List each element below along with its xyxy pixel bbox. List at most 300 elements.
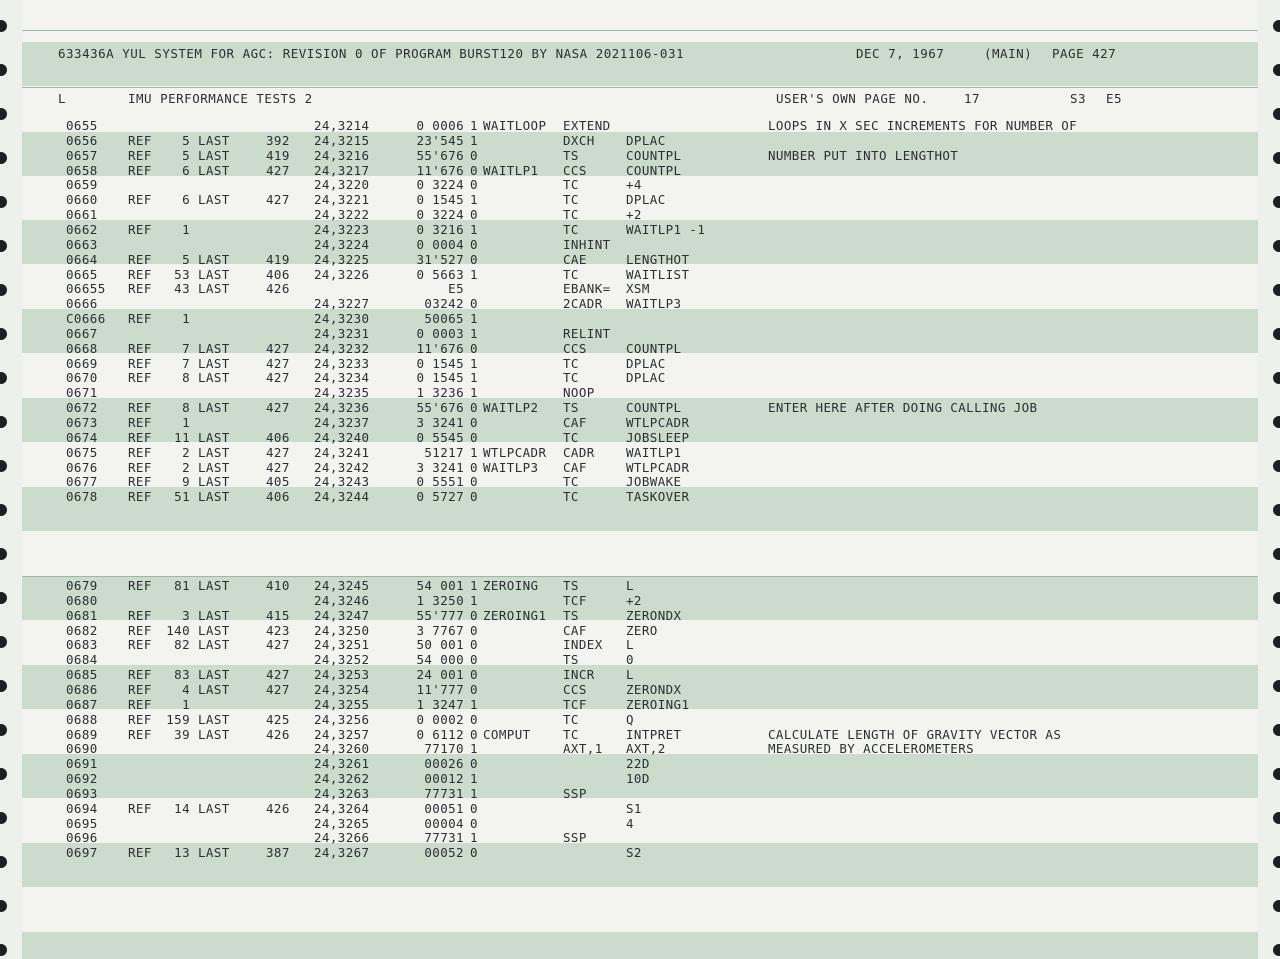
sprocket-hole <box>1273 20 1280 32</box>
octal-word: 03242 <box>424 296 464 312</box>
operand: JOBSLEEP <box>626 429 690 445</box>
octal-word: 77731 <box>424 830 464 846</box>
operand: ZERONDX <box>626 681 682 697</box>
address: 24,3231 <box>314 325 370 341</box>
opcode: CCS <box>563 340 587 356</box>
parity: 0 <box>470 340 478 356</box>
ref-label: REF <box>128 444 152 460</box>
listing-row <box>22 342 1258 357</box>
listing-row <box>22 802 1258 817</box>
ref-count: 7 <box>182 355 190 371</box>
operand: WTLPCADR <box>626 459 690 475</box>
opcode: TS <box>563 578 579 593</box>
opcode: CAE <box>563 251 587 267</box>
last-label: LAST <box>198 429 230 445</box>
sprocket-hole <box>0 592 7 604</box>
last-page: 406 <box>266 266 290 282</box>
address: 24,3222 <box>314 207 370 223</box>
ref-count: 5 <box>182 251 190 267</box>
line-number: 0666 <box>66 296 98 312</box>
operand: ZERO <box>626 622 658 638</box>
listing-row <box>22 668 1258 683</box>
listing-row <box>22 728 1258 743</box>
listing-row <box>22 698 1258 713</box>
parity: 0 <box>470 756 478 772</box>
ref-label: REF <box>128 266 152 282</box>
sprocket-hole <box>0 328 7 340</box>
last-page: 426 <box>266 726 290 742</box>
listing-title: 633436A YUL SYSTEM FOR AGC: REVISION 0 OF PROGRAM BURST120 BY NASA 2021106-031 <box>58 46 684 61</box>
line-number: 0692 <box>66 771 98 787</box>
opcode: TC <box>563 726 579 742</box>
opcode: TCF <box>563 592 587 608</box>
sprocket-hole <box>0 768 7 780</box>
ref-count: 14 <box>174 800 190 816</box>
last-label: LAST <box>198 800 230 816</box>
listing-row <box>22 431 1258 446</box>
sprocket-hole <box>0 636 7 648</box>
opcode: INHINT <box>563 236 611 252</box>
line-number: 0693 <box>66 785 98 801</box>
line-number: 0681 <box>66 607 98 623</box>
last-label: LAST <box>198 266 230 282</box>
last-page: 425 <box>266 711 290 727</box>
opcode: TS <box>563 652 579 668</box>
code-s3: S3 <box>1070 91 1087 106</box>
users-page-number: 17 <box>964 91 981 106</box>
octal-word: 0 5727 <box>416 489 464 505</box>
ref-count: 8 <box>182 400 190 416</box>
listing-row <box>22 831 1258 846</box>
last-label: LAST <box>198 681 230 697</box>
address: 24,3217 <box>314 162 370 178</box>
ref-label: REF <box>128 370 152 386</box>
opcode: TC <box>563 221 579 237</box>
last-page: 406 <box>266 429 290 445</box>
line-number: 0684 <box>66 652 98 668</box>
ref-label: REF <box>128 607 152 623</box>
ref-count: 159 <box>166 711 190 727</box>
opcode: TS <box>563 607 579 623</box>
octal-word: 00026 <box>424 756 464 772</box>
operand: Q <box>626 711 634 727</box>
octal-word: 31'527 <box>416 251 464 267</box>
opcode: CAF <box>563 459 587 475</box>
last-label: LAST <box>198 162 230 178</box>
octal-word: 0 1545 <box>416 192 464 208</box>
sub-left: L <box>58 91 67 106</box>
symbol-label: WAITLP3 <box>483 459 539 475</box>
operand: AXT,2 <box>626 741 666 757</box>
address: 24,3254 <box>314 681 370 697</box>
listing-row <box>22 609 1258 624</box>
listing-row <box>22 653 1258 668</box>
address: 24,3250 <box>314 622 370 638</box>
last-page: 410 <box>266 578 290 593</box>
parity: 0 <box>470 622 478 638</box>
operand: +2 <box>626 592 642 608</box>
last-label: LAST <box>198 400 230 416</box>
parity: 1 <box>470 830 478 846</box>
ref-count: 2 <box>182 459 190 475</box>
last-page: 427 <box>266 400 290 416</box>
listing-row <box>22 638 1258 653</box>
address: 24,3220 <box>314 177 370 193</box>
sprocket-hole <box>0 724 7 736</box>
symbol-label: COMPUT <box>483 726 531 742</box>
opcode: TC <box>563 207 579 223</box>
sprocket-hole <box>1273 196 1280 208</box>
opcode: CADR <box>563 444 595 460</box>
parity: 0 <box>470 236 478 252</box>
line-number: 0688 <box>66 711 98 727</box>
last-page: 427 <box>266 340 290 356</box>
last-page: 427 <box>266 162 290 178</box>
octal-word: 24 001 <box>416 667 464 683</box>
listing-row <box>22 149 1258 164</box>
parity: 1 <box>470 325 478 341</box>
opcode: TC <box>563 711 579 727</box>
last-label: LAST <box>198 474 230 490</box>
last-label: LAST <box>198 489 230 505</box>
last-page: 387 <box>266 845 290 861</box>
ref-label: REF <box>128 578 152 593</box>
line-number: 0679 <box>66 578 98 593</box>
octal-word: 0 6112 <box>416 726 464 742</box>
line-number: 0658 <box>66 162 98 178</box>
ref-label: REF <box>128 415 152 430</box>
last-page: 405 <box>266 474 290 490</box>
line-number: 0655 <box>66 118 98 133</box>
listing-row <box>22 446 1258 461</box>
parity: 0 <box>470 251 478 267</box>
ref-count: 8 <box>182 370 190 386</box>
line-number: 0664 <box>66 251 98 267</box>
line-number: 0691 <box>66 756 98 772</box>
octal-word: 00051 <box>424 800 464 816</box>
operand: L <box>626 578 634 593</box>
comment: LOOPS IN X SEC INCREMENTS FOR NUMBER OF <box>768 118 1078 133</box>
ref-label: REF <box>128 400 152 416</box>
operand: +4 <box>626 177 642 193</box>
symbol-label: WTLPCADR <box>483 444 547 460</box>
octal-word: 23'545 <box>416 132 464 148</box>
address: 24,3237 <box>314 415 370 430</box>
address: 24,3256 <box>314 711 370 727</box>
ref-count: 39 <box>174 726 190 742</box>
operand: COUNTPL <box>626 162 682 178</box>
address: 24,3226 <box>314 266 370 282</box>
line-number: 0682 <box>66 622 98 638</box>
sprocket-hole <box>0 372 7 384</box>
address: 24,3245 <box>314 578 370 593</box>
listing-row <box>22 119 1258 134</box>
line-number: 0660 <box>66 192 98 208</box>
parity: 0 <box>470 607 478 623</box>
sprocket-hole <box>1273 328 1280 340</box>
line-number: 0659 <box>66 177 98 193</box>
last-page: 423 <box>266 622 290 638</box>
address: 24,3225 <box>314 251 370 267</box>
parity: 0 <box>470 474 478 490</box>
last-page: 427 <box>266 459 290 475</box>
ref-count: 1 <box>182 221 190 237</box>
octal-word: 0 3216 <box>416 221 464 237</box>
address: 24,3265 <box>314 815 370 831</box>
address: 24,3241 <box>314 444 370 460</box>
comment: MEASURED BY ACCELEROMETERS <box>768 741 975 757</box>
line-number: 0675 <box>66 444 98 460</box>
ref-count: 82 <box>174 637 190 653</box>
parity: 0 <box>470 296 478 312</box>
operand: JOBWAKE <box>626 474 682 490</box>
octal-word: 00004 <box>424 815 464 831</box>
parity: 0 <box>470 667 478 683</box>
address: 24,3264 <box>314 800 370 816</box>
ref-label: REF <box>128 429 152 445</box>
listing-row <box>22 312 1258 327</box>
line-number: 0663 <box>66 236 98 252</box>
ref-count: 6 <box>182 192 190 208</box>
address: 24,3216 <box>314 147 370 163</box>
octal-word: 54 000 <box>416 652 464 668</box>
listing-row <box>22 787 1258 802</box>
octal-word: 11'777 <box>416 681 464 697</box>
parity: 1 <box>470 370 478 386</box>
ref-label: REF <box>128 459 152 475</box>
address: 24,3257 <box>314 726 370 742</box>
address: 24,3230 <box>314 311 370 327</box>
line-number: 0671 <box>66 385 98 401</box>
users-page-label: USER'S OWN PAGE NO. <box>776 91 929 106</box>
sprocket-hole <box>0 108 7 120</box>
ref-label: REF <box>128 667 152 683</box>
parity: 0 <box>470 845 478 861</box>
perforation-line <box>22 87 1258 88</box>
address: 24,3234 <box>314 370 370 386</box>
ref-label: REF <box>128 162 152 178</box>
address: 24,3251 <box>314 637 370 653</box>
ref-label: REF <box>128 489 152 505</box>
octal-word: 0 5551 <box>416 474 464 490</box>
listing-row <box>22 193 1258 208</box>
address: 24,3224 <box>314 236 370 252</box>
parity: 1 <box>470 266 478 282</box>
octal-word: 0 5663 <box>416 266 464 282</box>
listing-section: (MAIN) <box>984 46 1033 61</box>
operand: WAITLP1 -1 <box>626 221 706 237</box>
opcode: RELINT <box>563 325 611 341</box>
ref-count: 2 <box>182 444 190 460</box>
ref-count: 81 <box>174 578 190 593</box>
address: 24,3243 <box>314 474 370 490</box>
last-label: LAST <box>198 355 230 371</box>
listing-row <box>22 282 1258 297</box>
parity: 1 <box>470 132 478 148</box>
parity: 1 <box>470 355 478 371</box>
octal-word: 55'777 <box>416 607 464 623</box>
last-page: 406 <box>266 489 290 505</box>
octal-word: 54 001 <box>416 578 464 593</box>
operand: WAITLIST <box>626 266 690 282</box>
listing-sheet <box>22 0 1258 959</box>
address: 24,3252 <box>314 652 370 668</box>
sprocket-hole <box>1273 240 1280 252</box>
last-page: 427 <box>266 192 290 208</box>
listing-row <box>22 817 1258 832</box>
last-label: LAST <box>198 192 230 208</box>
address: 24,3247 <box>314 607 370 623</box>
operand: COUNTPL <box>626 400 682 416</box>
line-number: 0674 <box>66 429 98 445</box>
octal-word: 55'676 <box>416 400 464 416</box>
address: 24,3227 <box>314 296 370 312</box>
listing-row <box>22 238 1258 253</box>
parity: 0 <box>470 815 478 831</box>
line-number: 0673 <box>66 415 98 430</box>
sprocket-hole <box>1273 64 1280 76</box>
listing-row <box>22 757 1258 772</box>
operand: DPLAC <box>626 355 666 371</box>
ref-label: REF <box>128 681 152 697</box>
sprocket-hole <box>1273 680 1280 692</box>
address: 24,3255 <box>314 696 370 712</box>
octal-word: 51217 <box>424 444 464 460</box>
ref-count: 83 <box>174 667 190 683</box>
ref-label: REF <box>128 726 152 742</box>
parity: 0 <box>470 162 478 178</box>
listing-row <box>22 134 1258 149</box>
sprocket-hole <box>0 196 7 208</box>
line-number: 0697 <box>66 845 98 861</box>
address: 24,3214 <box>314 118 370 133</box>
opcode: EBANK= <box>563 281 611 297</box>
opcode: TCF <box>563 696 587 712</box>
octal-word: 0 0006 <box>416 118 464 133</box>
listing-row <box>22 579 1258 594</box>
octal-word: 11'676 <box>416 340 464 356</box>
last-page: 427 <box>266 444 290 460</box>
last-label: LAST <box>198 147 230 163</box>
symbol-label: ZEROING1 <box>483 607 547 623</box>
sprocket-hole <box>1273 152 1280 164</box>
symbol-label: WAITLOOP <box>483 118 547 133</box>
left-feed-edge <box>0 0 22 959</box>
opcode: 2CADR <box>563 296 603 312</box>
parity: 0 <box>470 637 478 653</box>
parity: 0 <box>470 415 478 430</box>
line-number: 0667 <box>66 325 98 341</box>
ref-count: 1 <box>182 696 190 712</box>
bank: E5 <box>448 281 464 297</box>
sprocket-hole <box>1273 944 1280 956</box>
operand: XSM <box>626 281 650 297</box>
last-label: LAST <box>198 845 230 861</box>
listing-row <box>22 297 1258 312</box>
sprocket-hole <box>0 64 7 76</box>
address: 24,3263 <box>314 785 370 801</box>
ref-count: 1 <box>182 311 190 327</box>
sprocket-hole <box>1273 504 1280 516</box>
sprocket-hole <box>1273 768 1280 780</box>
address: 24,3262 <box>314 771 370 787</box>
ref-count: 13 <box>174 845 190 861</box>
address: 24,3266 <box>314 830 370 846</box>
line-number: 0656 <box>66 132 98 148</box>
last-page: 427 <box>266 370 290 386</box>
opcode: DXCH <box>563 132 595 148</box>
last-page: 427 <box>266 355 290 371</box>
listing-row <box>22 713 1258 728</box>
operand: COUNTPL <box>626 340 682 356</box>
line-number: 0695 <box>66 815 98 831</box>
sprocket-hole <box>0 416 7 428</box>
sprocket-hole <box>1273 900 1280 912</box>
last-page: 419 <box>266 147 290 163</box>
octal-word: 0 0003 <box>416 325 464 341</box>
line-number: 0690 <box>66 741 98 757</box>
octal-word: 11'676 <box>416 162 464 178</box>
address: 24,3215 <box>314 132 370 148</box>
ref-count: 5 <box>182 132 190 148</box>
opcode: TC <box>563 429 579 445</box>
opcode: TS <box>563 147 579 163</box>
parity: 1 <box>470 741 478 757</box>
sprocket-hole <box>0 944 7 956</box>
octal-word: 0 3224 <box>416 207 464 223</box>
listing-date: DEC 7, 1967 <box>856 46 945 61</box>
operand: +2 <box>626 207 642 223</box>
listing-row <box>22 461 1258 476</box>
parity: 1 <box>470 118 478 133</box>
listing-row <box>22 223 1258 238</box>
operand: DPLAC <box>626 192 666 208</box>
parity: 1 <box>470 385 478 401</box>
octal-word: 0 3224 <box>416 177 464 193</box>
symbol-label: ZEROING <box>483 578 539 593</box>
opcode: INDEX <box>563 637 603 653</box>
ref-label: REF <box>128 192 152 208</box>
comment: ENTER HERE AFTER DOING CALLING JOB <box>768 400 1038 416</box>
operand: INTPRET <box>626 726 682 742</box>
ref-count: 9 <box>182 474 190 490</box>
line-number: 0669 <box>66 355 98 371</box>
ref-label: REF <box>128 281 152 297</box>
parity: 1 <box>470 578 478 593</box>
listing-row <box>22 846 1258 861</box>
address: 24,3240 <box>314 429 370 445</box>
operand: LENGTHOT <box>626 251 690 267</box>
last-label: LAST <box>198 726 230 742</box>
octal-word: 3 3241 <box>416 415 464 430</box>
last-label: LAST <box>198 340 230 356</box>
address: 24,3235 <box>314 385 370 401</box>
last-page: 427 <box>266 681 290 697</box>
octal-word: 3 7767 <box>416 622 464 638</box>
listing-row <box>22 164 1258 179</box>
address: 24,3244 <box>314 489 370 505</box>
address: 24,3261 <box>314 756 370 772</box>
code-e5: E5 <box>1106 91 1123 106</box>
sprocket-hole <box>1273 548 1280 560</box>
operand: WAITLP3 <box>626 296 682 312</box>
operand: S1 <box>626 800 642 816</box>
operand: COUNTPL <box>626 147 682 163</box>
last-page: 419 <box>266 251 290 267</box>
sprocket-hole <box>0 240 7 252</box>
last-label: LAST <box>198 607 230 623</box>
operand: S2 <box>626 845 642 861</box>
